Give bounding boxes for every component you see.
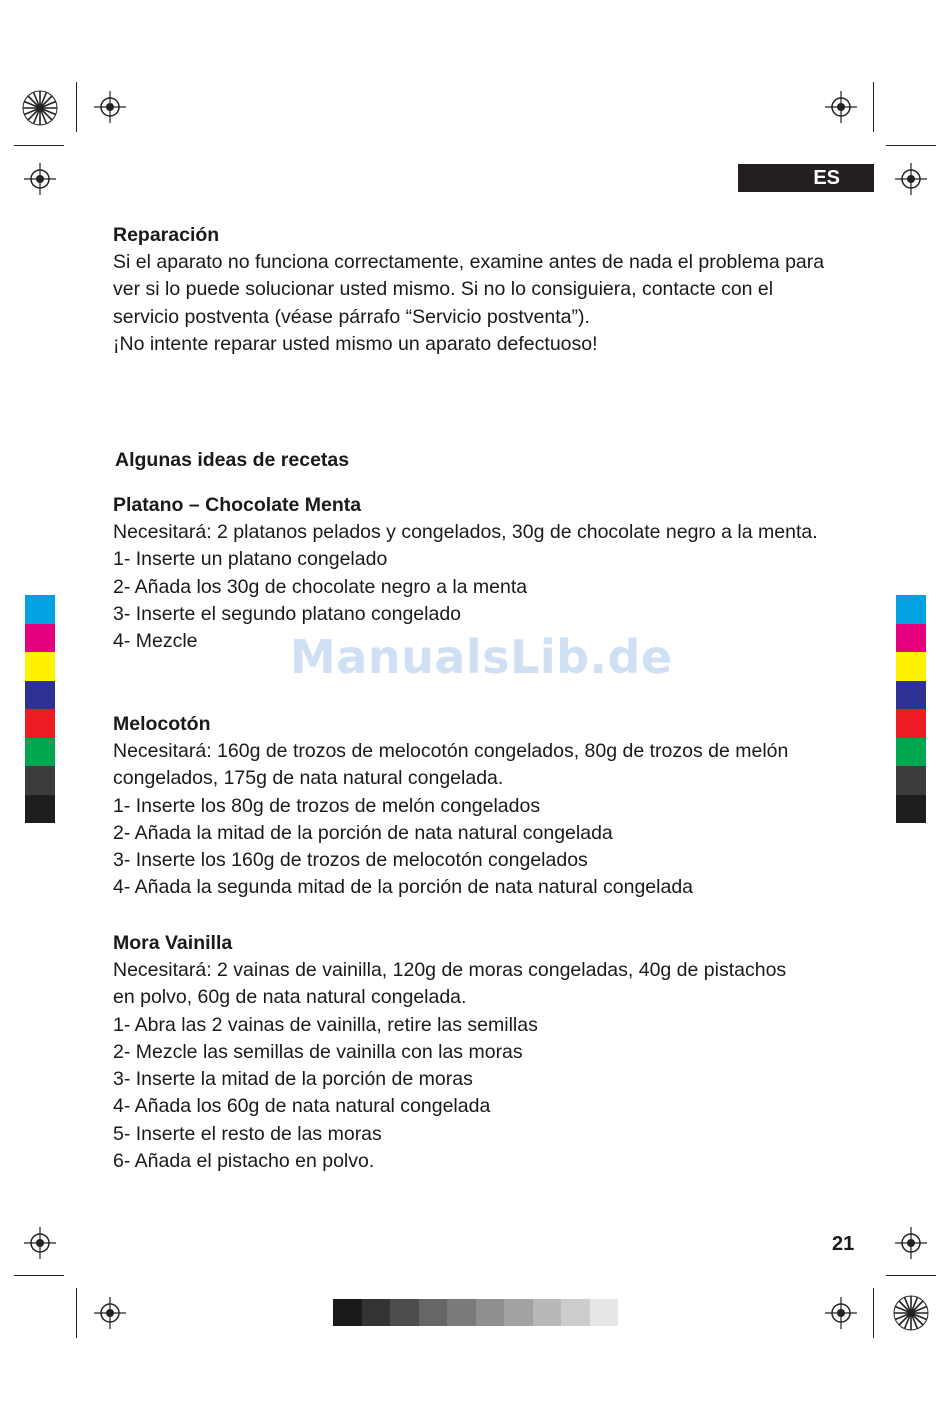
color-swatch: [896, 652, 926, 681]
recipe-title: Platano – Chocolate Menta: [113, 494, 362, 516]
color-calibration-bar: [896, 595, 926, 823]
recipe-line: Necesitará: 2 vainas de vainilla, 120g de moras congeladas, 40g de pistachos: [113, 959, 787, 981]
gray-swatch: [390, 1299, 419, 1326]
gray-swatch: [504, 1299, 533, 1326]
repair-section: [113, 222, 873, 358]
repair-heading: Reparación: [113, 224, 220, 246]
recipe-line: 4- Mezcle: [113, 630, 198, 653]
text-line: ¡No intente reparar usted mismo un aparato defectuoso!: [113, 332, 598, 355]
watermark: ManualsLib.de: [290, 630, 673, 684]
color-swatch: [25, 795, 55, 824]
registration-mark-icon: [895, 163, 927, 195]
grayscale-calibration-bar: [333, 1299, 618, 1326]
gray-swatch: [590, 1299, 619, 1326]
crop-line: [76, 1288, 77, 1338]
ideas-section: [113, 447, 873, 474]
gray-swatch: [561, 1299, 590, 1326]
crop-line: [873, 82, 874, 132]
color-swatch: [896, 624, 926, 653]
registration-mark-icon: [24, 163, 56, 195]
color-swatch: [896, 766, 926, 795]
color-swatch: [896, 681, 926, 710]
recipe-title: Melocotón: [113, 713, 211, 735]
page-number: 21: [832, 1233, 855, 1255]
registration-mark-icon: [24, 1227, 56, 1259]
gray-swatch: [533, 1299, 562, 1326]
color-swatch: [25, 709, 55, 738]
gray-swatch: [362, 1299, 391, 1326]
color-swatch: [896, 738, 926, 767]
gray-swatch: [447, 1299, 476, 1326]
recipe-line: en polvo, 60g de nata natural congelada.: [113, 986, 467, 1009]
color-swatch: [25, 738, 55, 767]
color-swatch: [25, 652, 55, 681]
color-swatch: [25, 595, 55, 624]
registration-mark-icon: [825, 91, 857, 123]
registration-mark-icon: [94, 91, 126, 123]
recipe-line: 1- Inserte los 80g de trozos de melón congelados: [113, 794, 541, 817]
recipe-block: [113, 711, 873, 902]
color-swatch: [896, 795, 926, 824]
crop-line: [14, 145, 64, 146]
recipe-line: Necesitará: 2 platanos pelados y congelados, 30g de chocolate negro a la menta.: [113, 521, 818, 543]
crop-line: [76, 82, 77, 132]
recipe-line: 1- Inserte un platano congelado: [113, 548, 388, 571]
language-tab: ES: [738, 164, 874, 192]
recipe-line: 3- Inserte los 160g de trozos de melocotón congelados: [113, 849, 588, 872]
recipe-line: 3- Inserte el segundo platano congelado: [113, 602, 462, 625]
recipe-line: congelados, 175g de nata natural congelada.: [113, 767, 504, 790]
starburst-target-icon: [893, 1295, 929, 1331]
color-swatch: [25, 624, 55, 653]
color-swatch: [25, 681, 55, 710]
recipe-title: Mora Vainilla: [113, 932, 233, 954]
starburst-target-icon: [22, 90, 58, 126]
crop-line: [14, 1275, 64, 1276]
recipe-line: 2- Añada la mitad de la porción de nata natural congelada: [113, 821, 613, 844]
crop-line: [873, 1288, 874, 1338]
registration-mark-icon: [895, 1227, 927, 1259]
ideas-heading: Algunas ideas de recetas: [115, 449, 350, 471]
recipe-line: 2- Mezcle las semillas de vainilla con las moras: [113, 1040, 523, 1063]
text-line: Si el aparato no funciona correctamente, examine antes de nada el problema para: [113, 251, 825, 273]
recipe-line: 6- Añada el pistacho en polvo.: [113, 1150, 375, 1173]
color-swatch: [896, 595, 926, 624]
color-swatch: [25, 766, 55, 795]
registration-mark-icon: [94, 1297, 126, 1329]
gray-swatch: [333, 1299, 362, 1326]
recipe-line: 5- Inserte el resto de las moras: [113, 1122, 382, 1145]
recipe-line: 1- Abra las 2 vainas de vainilla, retire las semillas: [113, 1013, 538, 1036]
recipe-line: 4- Añada los 60g de nata natural congelada: [113, 1095, 491, 1118]
recipe-line: 4- Añada la segunda mitad de la porción de nata natural congelada: [113, 876, 694, 899]
recipe-line: 3- Inserte la mitad de la porción de moras: [113, 1068, 473, 1091]
gray-swatch: [419, 1299, 448, 1326]
crop-line: [886, 1275, 936, 1276]
recipe-line: 2- Añada los 30g de chocolate negro a la menta: [113, 575, 528, 598]
recipe-line: Necesitará: 160g de trozos de melocotón congelados, 80g de trozos de melón: [113, 740, 789, 762]
crop-line: [886, 145, 936, 146]
color-swatch: [896, 709, 926, 738]
recipe-block: [113, 930, 873, 1175]
text-line: servicio postventa (véase párrafo “Servicio postventa”).: [113, 305, 590, 328]
color-calibration-bar: [25, 595, 55, 823]
text-line: ver si lo puede solucionar usted mismo. Si no lo consiguiera, contacte con el: [113, 278, 774, 301]
registration-mark-icon: [825, 1297, 857, 1329]
gray-swatch: [476, 1299, 505, 1326]
